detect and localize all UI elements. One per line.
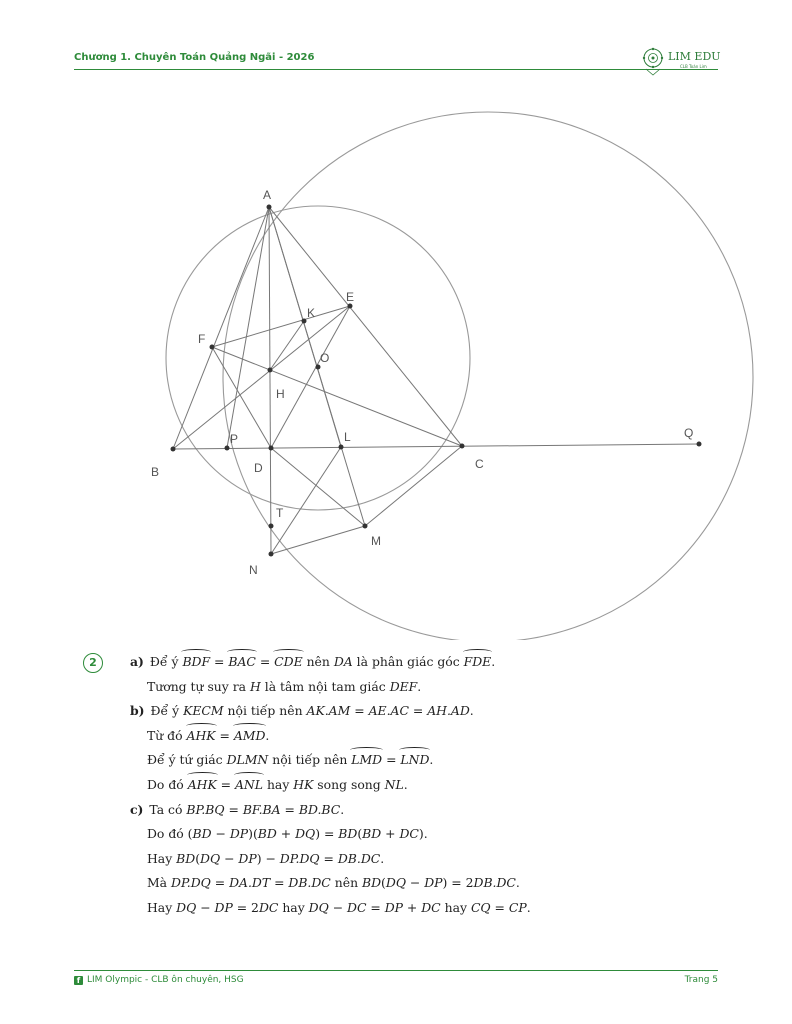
- point-q-dot: [697, 442, 702, 447]
- point-label-b: B: [151, 465, 160, 479]
- point-label-k: K: [307, 306, 316, 320]
- line-c3: Hay BD(DQ − DP) − DP.DQ = DB.DC.: [147, 850, 385, 866]
- point-a-dot: [267, 205, 272, 210]
- page-number: Trang 5: [684, 975, 718, 985]
- solution-lines: [130, 650, 740, 921]
- part-a-label: a): [130, 654, 144, 669]
- angle-bac: BAC: [228, 650, 256, 675]
- line-c1: c) Ta có BP.BQ = BF.BA = BD.BC.: [130, 801, 345, 817]
- point-label-a: A: [263, 188, 272, 202]
- footer-rule: [74, 970, 718, 971]
- point-e-dot: [348, 304, 353, 309]
- point-label-d: D: [254, 461, 263, 475]
- point-d-dot: [269, 446, 274, 451]
- part-c-label: c): [130, 801, 144, 817]
- point-label-o: O: [320, 351, 330, 365]
- line-c5: Hay DQ − DP = 2DC hay DQ − DC = DP + DC hay CQ = CP.: [147, 899, 531, 915]
- segment-dm: [271, 448, 365, 526]
- point-label-c: C: [475, 457, 484, 471]
- angle-lmd: LMD: [351, 748, 382, 773]
- point-f-dot: [210, 345, 215, 350]
- point-label-q: Q: [684, 426, 694, 440]
- point-o-dot: [316, 365, 321, 370]
- line-b4: Do đó AHK = ANL hay HK song song NL.: [130, 773, 740, 798]
- segment-ap: [227, 207, 269, 448]
- point-n-dot: [269, 552, 274, 557]
- segment-be: [173, 306, 350, 449]
- point-c-dot: [460, 444, 465, 449]
- point-b-dot: [171, 447, 176, 452]
- angle-ahk-2: AHK: [188, 773, 217, 798]
- circumcircle-abc: [166, 206, 470, 510]
- segment-cf: [212, 347, 462, 446]
- angle-bdf: BDF: [182, 650, 210, 675]
- angle-anl: ANL: [235, 773, 263, 798]
- segment-ac: [269, 207, 462, 446]
- segment-bq: [173, 444, 699, 449]
- point-k-dot: [302, 319, 307, 324]
- point-m-dot: [363, 524, 368, 529]
- angle-fde: FDE: [464, 650, 492, 675]
- angle-cde: CDE: [274, 650, 302, 675]
- point-t-dot: [269, 524, 274, 529]
- segment-ed: [271, 306, 350, 448]
- point-label-h: H: [276, 387, 285, 401]
- line-c2: Do đó (BD − DP)(BD + DQ) = BD(BD + DC).: [147, 826, 428, 842]
- angle-ahk: AHK: [187, 724, 216, 749]
- segment-fe: [212, 306, 350, 347]
- angle-lnd: LND: [400, 748, 429, 773]
- point-l-dot: [339, 445, 344, 450]
- point-p-dot: [225, 446, 230, 451]
- line-b2: Từ đó AHK = AMD.: [130, 724, 740, 749]
- chapter-title: Chương 1. Chuyên Toán Quảng Ngãi - 2026: [74, 52, 315, 63]
- segment-mc: [365, 446, 462, 526]
- segment-nm: [271, 526, 365, 554]
- page-footer: [74, 970, 718, 1000]
- line-a1: a) Để ý BDF = BAC = CDE nên DA là phân giác góc FDE.: [130, 650, 740, 675]
- point-label-n: N: [249, 563, 258, 577]
- point-label-l: L: [344, 430, 351, 444]
- point-label-m: M: [371, 534, 381, 548]
- point-label-p: P: [230, 432, 239, 446]
- segment-nl: [271, 447, 341, 554]
- point-label-f: F: [198, 332, 206, 346]
- line-c4: Mà DP.DQ = DA.DT = DB.DC nên BD(DQ − DP) = 2DB.DC.: [147, 875, 520, 891]
- segment-ab: [173, 207, 269, 449]
- footer-left-text: LIM Olympic - CLB ôn chuyên, HSG: [87, 975, 244, 985]
- angle-amd: AMD: [234, 724, 266, 749]
- logo-text: LIM EDU: [668, 50, 721, 63]
- point-label-e: E: [346, 290, 355, 304]
- footer-left: [74, 975, 244, 985]
- line-a2: Tương tự suy ra H là tâm nội tam giác DEF.: [147, 678, 422, 694]
- circle-through-a-and-c: [223, 112, 753, 640]
- facebook-icon: f: [74, 976, 83, 985]
- point-label-t: T: [276, 506, 284, 520]
- point-h-dot: [268, 368, 273, 373]
- question-number-badge: 2: [83, 653, 103, 673]
- part-b-label: b): [130, 703, 145, 719]
- line-b1: b) Để ý KECM nội tiếp nên AK.AM = AE.AC = AH.AD.: [130, 703, 474, 719]
- line-b3: Để ý tứ giác DLMN nội tiếp nên LMD = LND.: [130, 748, 740, 773]
- logo-subtext: CLB Toán Lim: [680, 64, 707, 69]
